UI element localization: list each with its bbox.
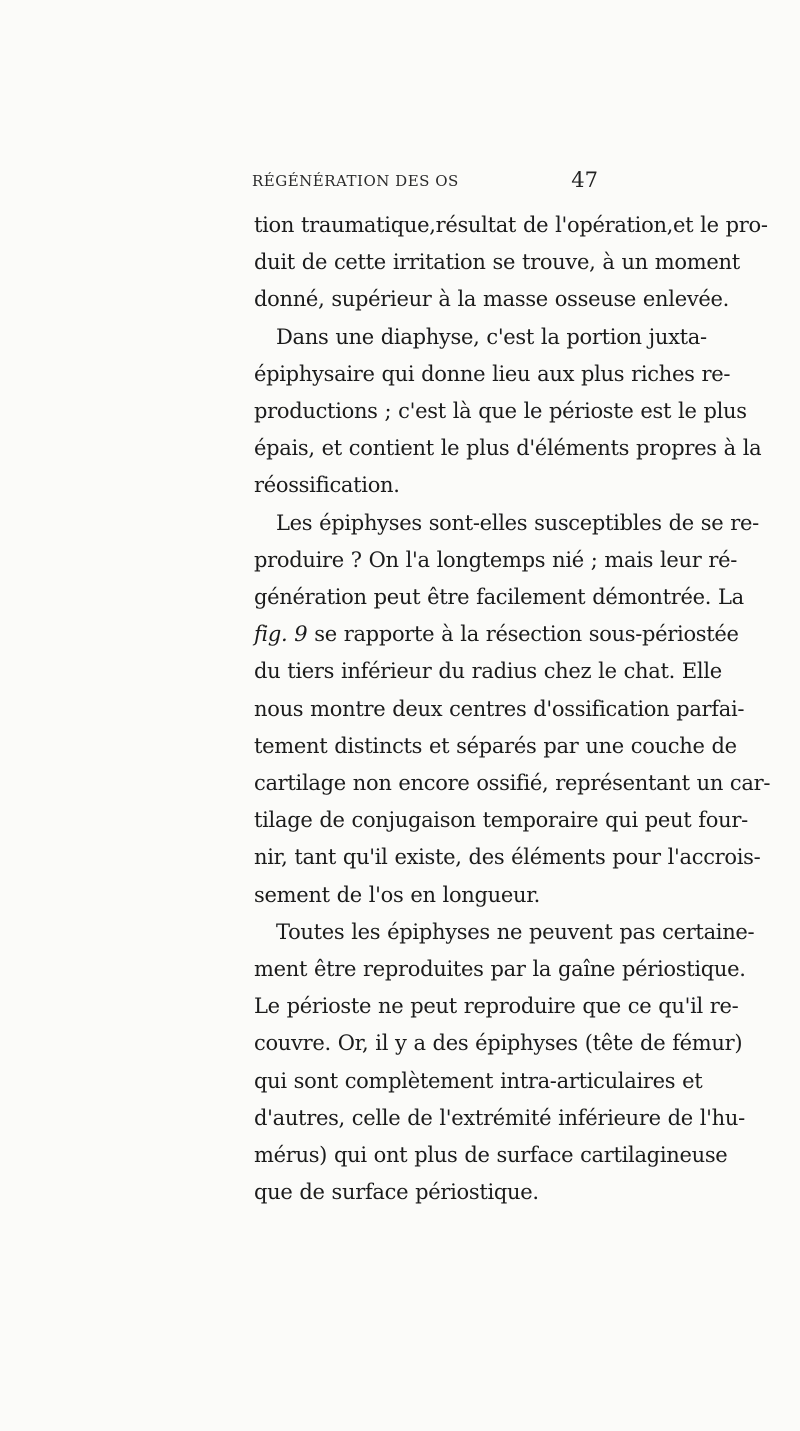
text-line: génération peut être facilement démontrée. La xyxy=(254,585,744,610)
text-line: tement distincts et séparés par une couche de xyxy=(254,733,737,758)
figure-reference: fig. 9 xyxy=(254,622,308,647)
running-head xyxy=(252,168,598,196)
text-line: nir, tant qu'il existe, des éléments pour l'accrois- xyxy=(254,845,761,870)
text-line: réossification. xyxy=(254,473,400,498)
text-line: Toutes les épiphyses ne peuvent pas certaine- xyxy=(276,919,755,944)
text-line: productions ; c'est là que le périoste est le plus xyxy=(254,399,747,424)
text-line: couvre. Or, il y a des épiphyses (tête de fémur) xyxy=(254,1031,743,1056)
paragraph-2 xyxy=(254,319,762,505)
text-line: cartilage non encore ossifié, représentant un car- xyxy=(254,771,771,796)
text-line: tion traumatique,résultat de l'opération,et le pro- xyxy=(254,213,768,237)
text-line: duit de cette irritation se trouve, à un moment xyxy=(254,250,740,275)
text-line: ment être reproduites par la gaîne périostique. xyxy=(254,957,746,982)
text-line: produire ? On l'a longtemps nié ; mais leur ré- xyxy=(254,547,738,572)
text-line: du tiers inférieur du radius chez le chat. Elle xyxy=(254,659,722,684)
text-line: qui sont complètement intra-articulaires et xyxy=(254,1068,703,1093)
text-line: épais, et contient le plus d'éléments propres à la xyxy=(254,436,762,461)
text-line: tilage de conjugaison temporaire qui peut four- xyxy=(254,808,748,833)
page-number: 47 xyxy=(571,168,598,192)
paragraph-1 xyxy=(254,207,768,319)
body-text xyxy=(254,207,771,1211)
text-line: donné, supérieur à la masse osseuse enlevée. xyxy=(254,287,730,312)
paragraph-4 xyxy=(254,914,755,1212)
paragraph-3 xyxy=(254,505,771,914)
text-line-remainder: se rapporte à la résection sous-périostée xyxy=(314,622,739,647)
running-title: RÉGÉNÉRATION DES OS xyxy=(252,172,459,190)
text-line: d'autres, celle de l'extrémité inférieure de l'hu- xyxy=(254,1105,745,1130)
text-line: mérus) qui ont plus de surface cartilagineuse xyxy=(254,1143,728,1168)
text-line: sement de l'os en longueur. xyxy=(254,882,541,907)
text-line: Le périoste ne peut reproduire que ce qu'il re- xyxy=(254,994,739,1019)
text-line: nous montre deux centres d'ossification parfai- xyxy=(254,696,745,721)
text-line: que de surface périostique. xyxy=(254,1180,539,1205)
text-line: Dans une diaphyse, c'est la portion juxta- xyxy=(276,324,707,349)
text-line-with-fig-ref xyxy=(254,616,739,653)
text-line: épiphysaire qui donne lieu aux plus riches re- xyxy=(254,361,731,386)
text-line: Les épiphyses sont-elles susceptibles de se re- xyxy=(276,510,759,535)
